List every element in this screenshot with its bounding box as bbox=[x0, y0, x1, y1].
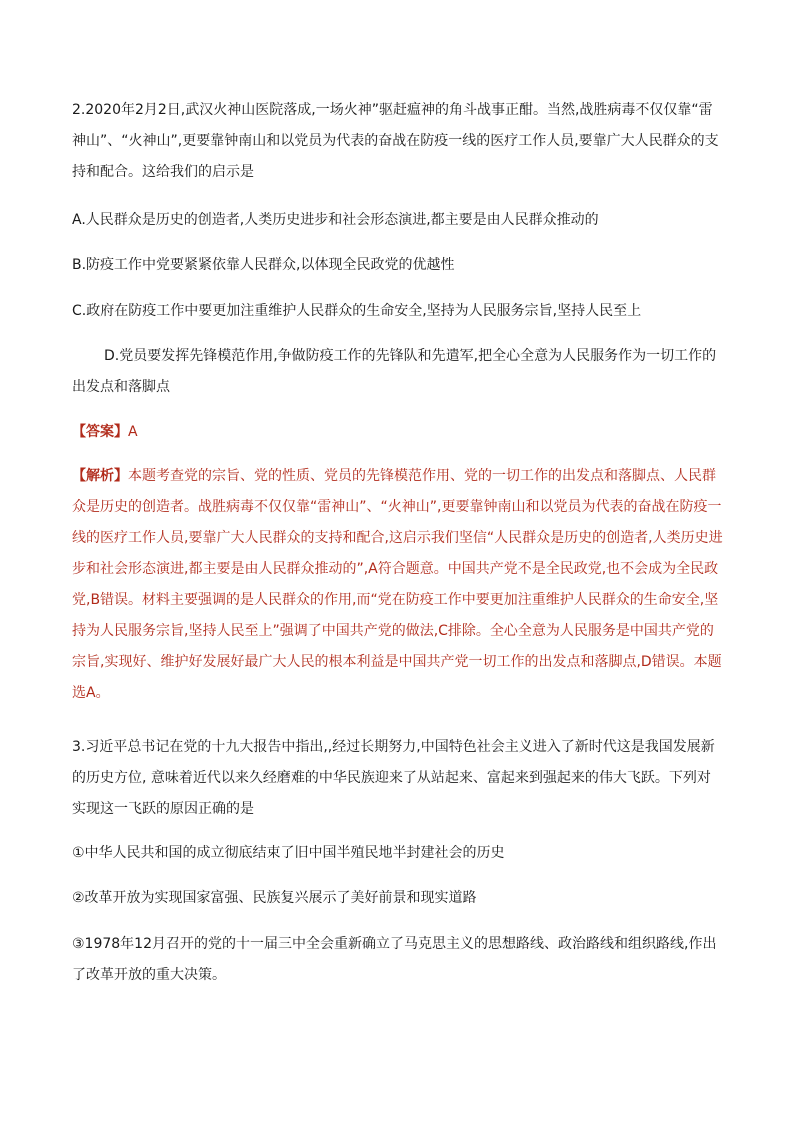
answer-value: A bbox=[128, 424, 138, 440]
analysis-text: 本题考查党的宗旨、党的性质、党员的先锋模范作用、党的一切工作的出发点和落脚点、人民群众是历史的创造者。战胜病毒不仅仅靠“雷神山”、“火神山”,更要靠钟南山和以党员为代表的奋战在防疫一线的医疗工作人员,要靠广大人民群众的支持和配合,这启示我们坚信“人民群众是历史的创造者,人类历史进步和社会形态演进,都主要是由人民群众推动的”,A符合题意。中国共产党不是全民政党,也不会成为全民政党,B错误。材料主要强调的是人民群众的作用,而“党在防疫工作中要更加注重维护人民群众的生命安全,坚持为人民服务宗旨,坚持人民至上”强调了中国共产党的做法,C排除。全心全意为人民服务是中国共产党的宗旨,实现好、维护好发展好最广大人民的根本利益是中国共产党一切工作的出发点和落脚点,D错误。本题选A。 bbox=[72, 468, 723, 701]
question-2-option-d: D.党员要发挥先锋模范作用,争做防疫工作的先锋队和先遣军,把全心全意为人民服务作为一切工作的出发点和落脚点 bbox=[72, 348, 717, 395]
answer-line bbox=[72, 417, 724, 448]
question-2-option-b: B.防疫工作中党要紧紧依靠人民群众,以体现全民政党的优越性 bbox=[72, 257, 455, 273]
analysis-paragraph bbox=[72, 461, 724, 709]
question-2-option-a: A.人民群众是历史的创造者,人类历史进步和社会形态演进,都主要是由人民群众推动的 bbox=[72, 212, 599, 228]
question-3-item-3: ③1978年12月召开的党的十一届三中全会重新确立了马克思主义的思想路线、政治路线和组织路线,作出了改革开放的重大决策。 bbox=[72, 936, 717, 983]
question-3-stem: 3.习近平总书记在党的十九大报告中指出,,经过长期努力,中国特色社会主义进入了新时代这是我国发展新的历史方位, 意味着近代以来久经磨难的中华民族迎来了从站起来、富起来到强起来的伟大飞跃。下列对实现这一飞跃的原因正确的是 bbox=[72, 739, 715, 817]
question-3-item-2: ②改革开放为实现国家富强、民族复兴展示了美好前景和现实道路 bbox=[72, 890, 477, 906]
question-2-stem: 2.2020年2月2日,武汉火神山医院落成,一场火神”驱赶瘟神的角斗战事正酣。当然,战胜病毒不仅仅靠“雷神山”、“火神山”,更要靠钟南山和以党员为代表的奋战在防疫一线的医疗工作人员,要靠广大人民群众的支持和配合。这给我们的启示是 bbox=[72, 102, 719, 180]
question-2-option-c: C.政府在防疫工作中要更加注重维护人民群众的生命安全,坚持为人民服务宗旨,坚持人民至上 bbox=[72, 303, 642, 319]
question-3-item-1: ①中华人民共和国的成立彻底结束了旧中国半殖民地半封建社会的历史 bbox=[72, 845, 505, 861]
analysis-tag: 【解析】 bbox=[72, 468, 128, 484]
answer-tag: 【答案】 bbox=[72, 424, 128, 440]
